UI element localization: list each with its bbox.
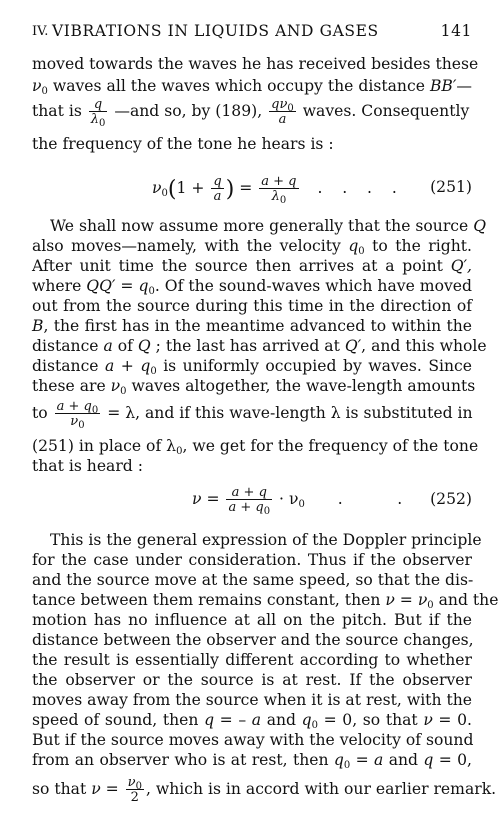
text-line: the result is essentially different according to whether [32, 651, 472, 669]
text-line: to $\frac{a + q_0}{\nu_0}$ = λ, and if this wave-length λ is substituted in [32, 399, 473, 431]
text-line: out from the source during this time in the direction of [32, 297, 472, 315]
text-line: these are $\nu_0$ waves altogether, the wave-length amounts [32, 377, 476, 397]
fraction: $\frac{a + q}{\lambda_0}$ [261, 174, 297, 206]
fraction: $\frac{q}{a}$ [213, 174, 222, 204]
text-line: that is $\frac{q}{\lambda_0}$ —and so, by (189), $\frac{q\nu_0}{a}$ waves. Consequently [32, 97, 470, 129]
fraction: $\frac{a + q_0}{\nu_0}$ [56, 399, 99, 431]
text-line: (251) in place of $\lambda_0$, we get for the frequency of the tone [32, 437, 479, 457]
text-line: After unit time the source then arrives at a point Q′, [32, 257, 472, 275]
chapter-title: VIBRATIONS IN LIQUIDS AND GASES [52, 22, 379, 40]
text-line: distance between the observer and the source changes, [32, 631, 474, 649]
text-line: and the source move at the same speed, so that the dis- [32, 571, 474, 589]
fraction: $\frac{\nu_0}{2}$ [127, 775, 142, 805]
text-line: motion has no influence at all on the pitch. But if the [32, 611, 472, 629]
fraction: $\frac{a + q}{a + q_0}$ [228, 485, 271, 517]
text-line: But if the source moves away with the velocity of sound [32, 731, 474, 749]
text-line: This is the general expression of the Doppler principle [50, 531, 482, 549]
text-line: speed of sound, then q = – a and $q_0 = 0$, so that ν = 0. [32, 711, 472, 731]
equation-number: (252) [430, 490, 472, 508]
text-line: moved towards the waves he has received besides these [32, 55, 479, 73]
text-line: where $QQ' = q_0$. Of the sound-waves which have moved [32, 277, 472, 297]
fraction: $\frac{q\nu_0}{a}$ [271, 97, 294, 127]
text-line: also moves—namely, with the velocity $q_0$ to the right. [32, 237, 472, 257]
text-line: the observer or the source is at rest. If the observer [32, 671, 472, 689]
text-line: tance between them remains constant, then $\nu = \nu_0$ and the [32, 591, 499, 611]
page-number: 141 [440, 22, 472, 40]
text-line: the frequency of the tone he hears is : [32, 135, 334, 153]
text-line: $\nu_0$ waves all the waves which occupy the distance BB′— [32, 77, 472, 97]
text-line: moves away from the source when it is at rest, with the [32, 691, 472, 709]
text-line: from an observer who is at rest, then $q_0 = a$ and q = 0, [32, 751, 473, 771]
text-line: distance $a + q_0$ is uniformly occupied by waves. Since [32, 357, 473, 377]
fraction: $\frac{q}{\lambda_0}$ [90, 97, 106, 129]
equation-number: (251) [430, 178, 472, 196]
text-line: B, the first has in the meantime advanced to within the [32, 317, 472, 335]
text-line: distance a of Q ; the last has arrived at Q′, and this whole [32, 337, 487, 355]
equation-252: ν = $\frac{a + q}{a + q_0}$ · $\nu_0$ . . (252) [192, 485, 472, 517]
text-line: that is heard : [32, 457, 143, 475]
text-line: for the case under consideration. Thus if the observer [32, 551, 472, 569]
running-header [32, 22, 472, 44]
equation-251: $\nu_0(1$ + $\frac{q}{a}$ ) = $\frac{a + q}{\lambda_0}$ . . . . (251) [152, 174, 472, 206]
text-line: We shall now assume more generally that the source Q [50, 217, 486, 235]
section-number: IV. [32, 24, 49, 39]
text-line: so that ν = $\frac{\nu_0}{2}$ , which is in accord with our earlier remark. [32, 775, 497, 805]
